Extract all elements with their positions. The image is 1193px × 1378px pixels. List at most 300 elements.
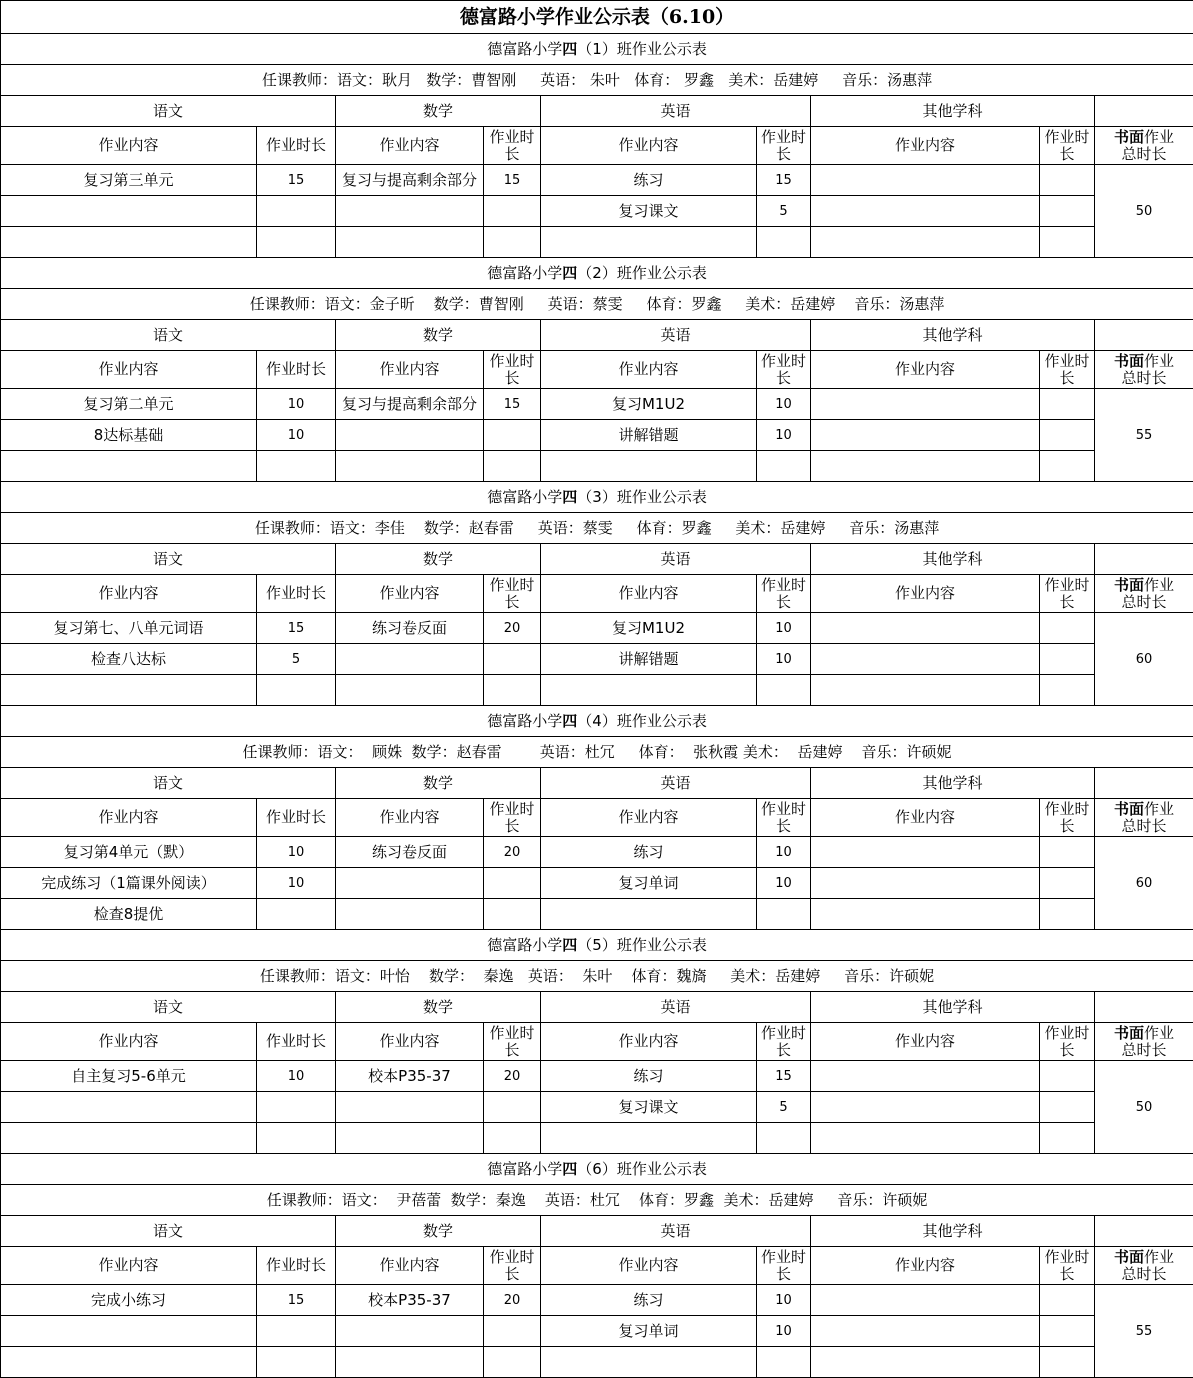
other-time — [1040, 868, 1095, 899]
other-homework — [811, 451, 1040, 482]
other-time — [1040, 1347, 1095, 1378]
math-homework — [336, 196, 484, 227]
class-title — [1, 258, 1193, 289]
class-title-suffix: （2）班作业公示表 — [577, 264, 707, 282]
math-time: 20 — [484, 837, 541, 868]
english-duration-header: 作业时 长 — [757, 575, 811, 613]
other-time — [1040, 420, 1095, 451]
english-homework: 复习M1U2 — [541, 613, 757, 644]
total-duration-header: 书面作业 总时长 — [1095, 1247, 1193, 1285]
math-content-header: 作业内容 — [336, 1247, 484, 1285]
column-header-row — [1, 1247, 1193, 1285]
english-time: 10 — [757, 644, 811, 675]
math-homework — [336, 868, 484, 899]
class-title-row — [1, 482, 1193, 513]
class-title-suffix: （6）班作业公示表 — [577, 1160, 707, 1178]
class-title-grade: 四 — [562, 936, 577, 954]
chinese-time — [257, 1123, 336, 1154]
chinese-content-header: 作业内容 — [1, 799, 257, 837]
chinese-duration-header: 作业时长 — [257, 127, 336, 165]
other-time — [1040, 675, 1095, 706]
class-title-suffix: （4）班作业公示表 — [577, 712, 707, 730]
teachers-text: 任课教师：语文：李佳 数学：赵春雷 英语：蔡雯 体育：罗鑫 美术：岳建婷 音乐：汤惠萍 — [255, 519, 939, 537]
teachers-row — [1, 1185, 1193, 1216]
math-duration-header: 作业时 长 — [484, 799, 541, 837]
class-title-prefix: 德富路小学 — [487, 488, 562, 506]
math-time: 20 — [484, 1285, 541, 1316]
class-title-suffix: （5）班作业公示表 — [577, 936, 707, 954]
column-header-row — [1, 799, 1193, 837]
english-content-header: 作业内容 — [541, 799, 757, 837]
english-homework: 讲解错题 — [541, 420, 757, 451]
math-time — [484, 420, 541, 451]
chinese-time — [257, 451, 336, 482]
chinese-content-header: 作业内容 — [1, 351, 257, 389]
homework-row — [1, 675, 1193, 706]
other-time — [1040, 1092, 1095, 1123]
other-duration-header: 作业时 长 — [1040, 1023, 1095, 1061]
english-time: 5 — [757, 1092, 811, 1123]
teachers-row — [1, 961, 1193, 992]
english-homework: 练习 — [541, 165, 757, 196]
other-time — [1040, 1061, 1095, 1092]
math-homework — [336, 420, 484, 451]
other-homework — [811, 675, 1040, 706]
total-duration: 55 — [1095, 389, 1193, 482]
chinese-time — [257, 675, 336, 706]
teachers-text: 任课教师：语文：叶怡 数学： 秦逸 英语： 朱叶 体育：魏旖 美术：岳建婷 音乐：许硕妮 — [260, 967, 934, 985]
total-duration: 55 — [1095, 1285, 1193, 1378]
homework-row — [1, 1061, 1193, 1092]
chinese-duration-header: 作业时长 — [257, 1023, 336, 1061]
english-time: 15 — [757, 165, 811, 196]
homework-row — [1, 1316, 1193, 1347]
english-content-header: 作业内容 — [541, 351, 757, 389]
chinese-time: 5 — [257, 644, 336, 675]
other-duration-header: 作业时 长 — [1040, 799, 1095, 837]
subject-other-header: 其他学科 — [811, 96, 1095, 127]
other-content-header: 作业内容 — [811, 1023, 1040, 1061]
math-time: 15 — [484, 165, 541, 196]
english-homework — [541, 451, 757, 482]
total-duration: 50 — [1095, 1061, 1193, 1154]
blank-header-cell — [1095, 768, 1193, 799]
other-time — [1040, 389, 1095, 420]
teachers-row — [1, 65, 1193, 96]
math-duration-header: 作业时 长 — [484, 1023, 541, 1061]
class-title — [1, 482, 1193, 513]
chinese-homework: 复习第二单元 — [1, 389, 257, 420]
subject-other-header: 其他学科 — [811, 320, 1095, 351]
math-homework — [336, 675, 484, 706]
class-title-prefix: 德富路小学 — [487, 264, 562, 282]
class-title-prefix: 德富路小学 — [487, 936, 562, 954]
other-duration-header: 作业时 长 — [1040, 351, 1095, 389]
other-homework — [811, 644, 1040, 675]
chinese-duration-header: 作业时长 — [257, 1247, 336, 1285]
subject-chinese-header: 语文 — [1, 768, 336, 799]
english-time — [757, 675, 811, 706]
chinese-homework — [1, 1347, 257, 1378]
english-time: 10 — [757, 1285, 811, 1316]
math-duration-header: 作业时 长 — [484, 575, 541, 613]
homework-row — [1, 868, 1193, 899]
other-homework — [811, 1123, 1040, 1154]
math-homework: 练习卷反面 — [336, 837, 484, 868]
homework-row — [1, 1123, 1193, 1154]
teachers-row — [1, 289, 1193, 320]
chinese-homework — [1, 1316, 257, 1347]
teachers-line — [1, 65, 1193, 96]
english-time: 10 — [757, 420, 811, 451]
english-time: 15 — [757, 1061, 811, 1092]
blank-header-cell — [1095, 96, 1193, 127]
chinese-homework: 8达标基础 — [1, 420, 257, 451]
subject-english-header: 英语 — [541, 768, 811, 799]
other-time — [1040, 644, 1095, 675]
other-time — [1040, 165, 1095, 196]
class-title — [1, 34, 1193, 65]
chinese-duration-header: 作业时长 — [257, 351, 336, 389]
subject-math-header: 数学 — [336, 544, 541, 575]
chinese-homework — [1, 675, 257, 706]
teachers-text: 任课教师：语文：耿月 数学：曹智刚 英语： 朱叶 体育： 罗鑫 美术：岳建婷 音乐：汤惠萍 — [262, 71, 932, 89]
subject-header-row — [1, 96, 1193, 127]
subject-chinese-header: 语文 — [1, 544, 336, 575]
other-content-header: 作业内容 — [811, 1247, 1040, 1285]
chinese-duration-header: 作业时长 — [257, 575, 336, 613]
subject-other-header: 其他学科 — [811, 768, 1095, 799]
other-homework — [811, 1347, 1040, 1378]
homework-row — [1, 227, 1193, 258]
teachers-line — [1, 961, 1193, 992]
english-homework: 练习 — [541, 1061, 757, 1092]
math-duration-header: 作业时 长 — [484, 127, 541, 165]
homework-row — [1, 165, 1193, 196]
english-time — [757, 451, 811, 482]
english-content-header: 作业内容 — [541, 1247, 757, 1285]
other-time — [1040, 227, 1095, 258]
math-content-header: 作业内容 — [336, 799, 484, 837]
english-content-header: 作业内容 — [541, 127, 757, 165]
math-homework — [336, 1316, 484, 1347]
math-homework: 复习与提高剩余部分 — [336, 389, 484, 420]
class-title-row — [1, 1154, 1193, 1185]
other-content-header: 作业内容 — [811, 799, 1040, 837]
english-time — [757, 899, 811, 930]
other-time — [1040, 613, 1095, 644]
english-homework: 讲解错题 — [541, 644, 757, 675]
english-time: 10 — [757, 389, 811, 420]
chinese-content-header: 作业内容 — [1, 575, 257, 613]
total-duration: 50 — [1095, 165, 1193, 258]
class-title-prefix: 德富路小学 — [487, 1160, 562, 1178]
english-homework: 练习 — [541, 837, 757, 868]
homework-row — [1, 196, 1193, 227]
math-homework: 校本P35-37 — [336, 1285, 484, 1316]
english-homework — [541, 675, 757, 706]
subject-header-row — [1, 320, 1193, 351]
teachers-text: 任课教师：语文： 顾姝 数学：赵春雷 英语：杜冗 体育： 张秋霞 美术： 岳建婷 音乐：许硕妮 — [243, 743, 952, 761]
english-content-header: 作业内容 — [541, 1023, 757, 1061]
class-title-row — [1, 34, 1193, 65]
other-time — [1040, 196, 1095, 227]
class-title-grade: 四 — [562, 1160, 577, 1178]
subject-english-header: 英语 — [541, 96, 811, 127]
teachers-line — [1, 1185, 1193, 1216]
english-duration-header: 作业时 长 — [757, 1247, 811, 1285]
other-homework — [811, 1285, 1040, 1316]
math-time — [484, 899, 541, 930]
teachers-row — [1, 513, 1193, 544]
math-time: 20 — [484, 613, 541, 644]
english-time: 10 — [757, 1316, 811, 1347]
homework-row — [1, 389, 1193, 420]
teachers-line — [1, 513, 1193, 544]
math-duration-header: 作业时 长 — [484, 351, 541, 389]
subject-math-header: 数学 — [336, 1216, 541, 1247]
other-homework — [811, 389, 1040, 420]
subject-math-header: 数学 — [336, 96, 541, 127]
chinese-time: 15 — [257, 1285, 336, 1316]
english-homework — [541, 227, 757, 258]
subject-header-row — [1, 544, 1193, 575]
math-content-header: 作业内容 — [336, 351, 484, 389]
subject-header-row — [1, 768, 1193, 799]
english-homework — [541, 899, 757, 930]
other-content-header: 作业内容 — [811, 127, 1040, 165]
other-homework — [811, 868, 1040, 899]
total-duration-header: 书面作业 总时长 — [1095, 1023, 1193, 1061]
math-time — [484, 1347, 541, 1378]
other-homework — [811, 613, 1040, 644]
teachers-text: 任课教师：语文：金子昕 数学：曹智刚 英语：蔡雯 体育：罗鑫 美术：岳建婷 音乐：汤惠萍 — [250, 295, 945, 313]
teachers-line — [1, 737, 1193, 768]
homework-row — [1, 644, 1193, 675]
class-title-grade: 四 — [562, 488, 577, 506]
homework-row — [1, 1092, 1193, 1123]
other-time — [1040, 451, 1095, 482]
math-homework — [336, 1123, 484, 1154]
english-homework — [541, 1123, 757, 1154]
class-title-prefix: 德富路小学 — [487, 40, 562, 58]
other-duration-header: 作业时 长 — [1040, 575, 1095, 613]
total-duration: 60 — [1095, 837, 1193, 930]
math-time — [484, 227, 541, 258]
subject-other-header: 其他学科 — [811, 1216, 1095, 1247]
chinese-content-header: 作业内容 — [1, 127, 257, 165]
other-content-header: 作业内容 — [811, 351, 1040, 389]
subject-chinese-header: 语文 — [1, 96, 336, 127]
chinese-homework: 完成练习（1篇课外阅读） — [1, 868, 257, 899]
other-homework — [811, 1061, 1040, 1092]
chinese-time: 10 — [257, 1061, 336, 1092]
english-duration-header: 作业时 长 — [757, 799, 811, 837]
chinese-time — [257, 1316, 336, 1347]
teachers-row — [1, 737, 1193, 768]
total-duration-header: 书面作业 总时长 — [1095, 127, 1193, 165]
homework-row — [1, 1347, 1193, 1378]
subject-other-header: 其他学科 — [811, 544, 1095, 575]
chinese-time: 10 — [257, 868, 336, 899]
math-duration-header: 作业时 长 — [484, 1247, 541, 1285]
subject-chinese-header: 语文 — [1, 1216, 336, 1247]
subject-math-header: 数学 — [336, 320, 541, 351]
class-title-row — [1, 706, 1193, 737]
chinese-homework — [1, 1123, 257, 1154]
class-title-grade: 四 — [562, 264, 577, 282]
math-content-header: 作业内容 — [336, 575, 484, 613]
class-title — [1, 1154, 1193, 1185]
column-header-row — [1, 575, 1193, 613]
other-duration-header: 作业时 长 — [1040, 1247, 1095, 1285]
english-content-header: 作业内容 — [541, 575, 757, 613]
english-time — [757, 227, 811, 258]
chinese-time: 10 — [257, 420, 336, 451]
chinese-homework — [1, 1092, 257, 1123]
chinese-homework: 复习第三单元 — [1, 165, 257, 196]
math-time — [484, 644, 541, 675]
chinese-time: 15 — [257, 165, 336, 196]
math-time — [484, 1092, 541, 1123]
math-content-header: 作业内容 — [336, 127, 484, 165]
total-duration-header: 书面作业 总时长 — [1095, 351, 1193, 389]
sheet-title: 德富路小学作业公示表（6.10） — [1, 1, 1193, 34]
teachers-text: 任课教师：语文： 尹蓓蕾 数学：秦逸 英语：杜冗 体育：罗鑫 美术：岳建婷 音乐：许硕妮 — [267, 1191, 928, 1209]
english-time — [757, 1347, 811, 1378]
math-time — [484, 196, 541, 227]
chinese-time: 10 — [257, 837, 336, 868]
other-time — [1040, 837, 1095, 868]
chinese-time — [257, 1092, 336, 1123]
math-homework — [336, 1092, 484, 1123]
other-homework — [811, 196, 1040, 227]
english-duration-header: 作业时 长 — [757, 1023, 811, 1061]
english-homework: 复习课文 — [541, 1092, 757, 1123]
chinese-time — [257, 227, 336, 258]
other-time — [1040, 899, 1095, 930]
math-time — [484, 675, 541, 706]
math-homework: 练习卷反面 — [336, 613, 484, 644]
chinese-homework: 复习第七、八单元词语 — [1, 613, 257, 644]
subject-math-header: 数学 — [336, 768, 541, 799]
column-header-row — [1, 1023, 1193, 1061]
math-time — [484, 1316, 541, 1347]
homework-row — [1, 837, 1193, 868]
subject-english-header: 英语 — [541, 544, 811, 575]
class-title-prefix: 德富路小学 — [487, 712, 562, 730]
english-homework: 复习单词 — [541, 1316, 757, 1347]
subject-english-header: 英语 — [541, 320, 811, 351]
subject-other-header: 其他学科 — [811, 992, 1095, 1023]
homework-row — [1, 420, 1193, 451]
chinese-homework — [1, 196, 257, 227]
blank-header-cell — [1095, 992, 1193, 1023]
math-time — [484, 868, 541, 899]
other-time — [1040, 1285, 1095, 1316]
class-title — [1, 930, 1193, 961]
subject-header-row — [1, 1216, 1193, 1247]
math-time — [484, 1123, 541, 1154]
class-title-grade: 四 — [562, 712, 577, 730]
other-time — [1040, 1316, 1095, 1347]
chinese-time — [257, 1347, 336, 1378]
subject-math-header: 数学 — [336, 992, 541, 1023]
blank-header-cell — [1095, 1216, 1193, 1247]
column-header-row — [1, 127, 1193, 165]
math-homework: 校本P35-37 — [336, 1061, 484, 1092]
other-homework — [811, 837, 1040, 868]
class-title-suffix: （1）班作业公示表 — [577, 40, 707, 58]
total-duration-header: 书面作业 总时长 — [1095, 575, 1193, 613]
blank-header-cell — [1095, 320, 1193, 351]
math-time: 15 — [484, 389, 541, 420]
math-homework — [336, 227, 484, 258]
chinese-time — [257, 899, 336, 930]
homework-row — [1, 451, 1193, 482]
english-homework: 复习课文 — [541, 196, 757, 227]
chinese-content-header: 作业内容 — [1, 1023, 257, 1061]
class-title-row — [1, 258, 1193, 289]
subject-english-header: 英语 — [541, 1216, 811, 1247]
math-content-header: 作业内容 — [336, 1023, 484, 1061]
total-duration: 60 — [1095, 613, 1193, 706]
class-title — [1, 706, 1193, 737]
math-time — [484, 451, 541, 482]
homework-row — [1, 899, 1193, 930]
class-title-row — [1, 930, 1193, 961]
teachers-line — [1, 289, 1193, 320]
english-time: 10 — [757, 613, 811, 644]
math-homework — [336, 644, 484, 675]
column-header-row — [1, 351, 1193, 389]
english-time: 10 — [757, 868, 811, 899]
english-duration-header: 作业时 长 — [757, 127, 811, 165]
homework-row — [1, 1285, 1193, 1316]
math-time: 20 — [484, 1061, 541, 1092]
english-homework: 复习M1U2 — [541, 389, 757, 420]
english-time — [757, 1123, 811, 1154]
chinese-homework — [1, 227, 257, 258]
chinese-time — [257, 196, 336, 227]
chinese-homework: 完成小练习 — [1, 1285, 257, 1316]
chinese-homework: 检查8提优 — [1, 899, 257, 930]
other-homework — [811, 1316, 1040, 1347]
other-duration-header: 作业时 长 — [1040, 127, 1095, 165]
subject-english-header: 英语 — [541, 992, 811, 1023]
chinese-duration-header: 作业时长 — [257, 799, 336, 837]
subject-header-row — [1, 992, 1193, 1023]
other-homework — [811, 420, 1040, 451]
class-title-grade: 四 — [562, 40, 577, 58]
chinese-content-header: 作业内容 — [1, 1247, 257, 1285]
subject-chinese-header: 语文 — [1, 992, 336, 1023]
math-homework — [336, 899, 484, 930]
chinese-homework: 自主复习5-6单元 — [1, 1061, 257, 1092]
other-homework — [811, 899, 1040, 930]
math-homework — [336, 1347, 484, 1378]
other-time — [1040, 1123, 1095, 1154]
english-time: 10 — [757, 837, 811, 868]
homework-row — [1, 613, 1193, 644]
english-homework: 复习单词 — [541, 868, 757, 899]
class-title-suffix: （3）班作业公示表 — [577, 488, 707, 506]
other-content-header: 作业内容 — [811, 575, 1040, 613]
chinese-homework — [1, 451, 257, 482]
chinese-homework: 检查八达标 — [1, 644, 257, 675]
english-duration-header: 作业时 长 — [757, 351, 811, 389]
chinese-time: 10 — [257, 389, 336, 420]
